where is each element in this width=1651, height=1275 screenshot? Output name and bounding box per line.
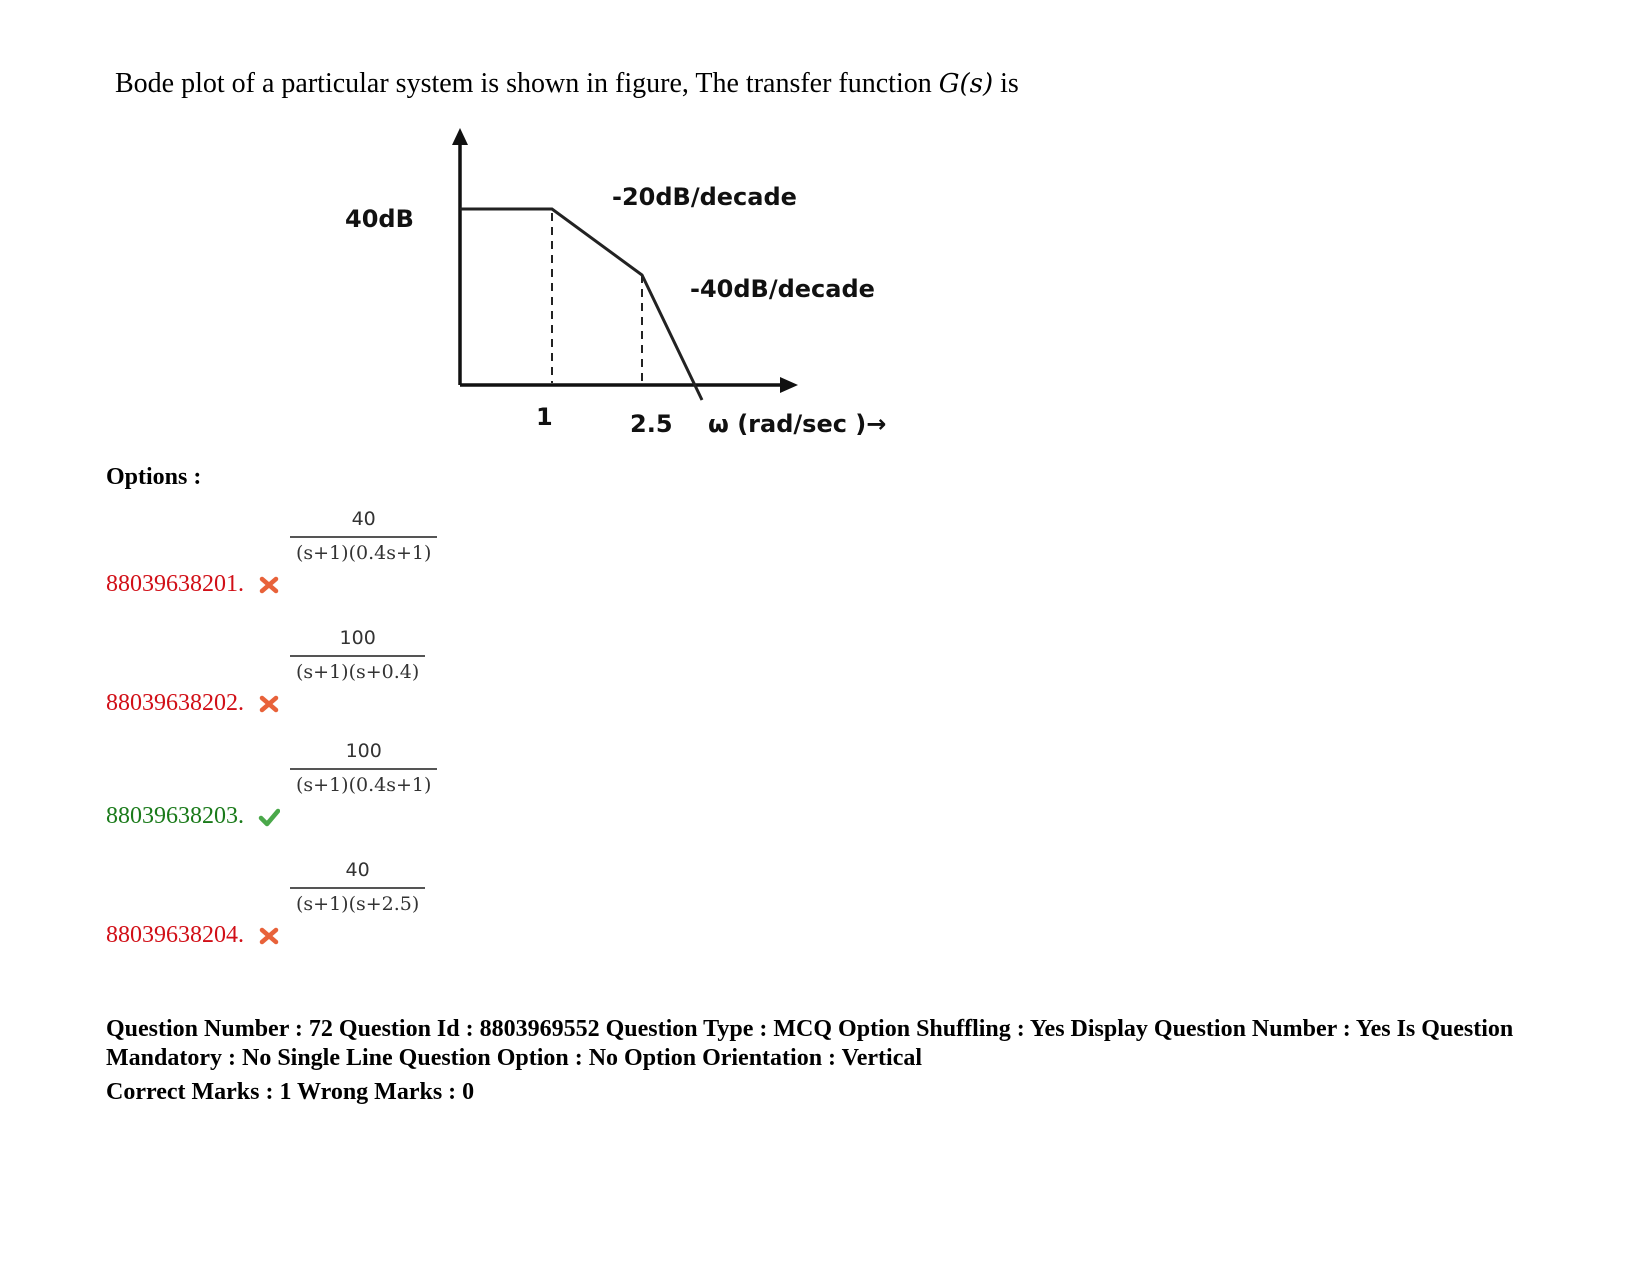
fraction-numerator: 100 [290, 627, 425, 657]
option-row[interactable] [106, 740, 606, 830]
y-axis-arrow-icon [452, 128, 468, 145]
check-icon [258, 806, 280, 828]
transfer-function-symbol: G(s) [938, 69, 994, 99]
fraction-numerator: 40 [290, 508, 437, 538]
question-meta [106, 1015, 1546, 1107]
break2-label: 2.5 [630, 410, 673, 438]
option-id: 88039638202. [106, 690, 244, 716]
cross-icon [258, 574, 280, 596]
option-id: 88039638201. [106, 571, 244, 597]
option-id: 88039638204. [106, 922, 244, 948]
cross-icon [258, 925, 280, 947]
option-id: 88039638203. [106, 803, 244, 829]
question-marks: Correct Marks : 1 Wrong Marks : 0 [106, 1079, 475, 1105]
fraction-denominator: (s+1)(0.4s+1) [296, 542, 432, 564]
fraction-denominator: (s+1)(s+0.4) [296, 661, 420, 683]
option-row[interactable] [106, 508, 606, 598]
bode-plot-figure [330, 125, 910, 455]
question-text [115, 68, 1019, 100]
x-axis-arrow-icon [780, 377, 798, 393]
fraction-denominator: (s+1)(s+2.5) [296, 893, 420, 915]
slope2-label: -40dB/decade [690, 275, 875, 303]
question-suffix: is [993, 68, 1019, 99]
frequency-axis-label: ω (rad/sec )→ [708, 410, 887, 438]
option-row[interactable] [106, 859, 606, 949]
break1-label: 1 [536, 403, 553, 431]
magnitude-asymptote [460, 209, 702, 400]
option-fraction [290, 859, 425, 915]
option-row[interactable] [106, 627, 606, 717]
question-stem: Bode plot of a particular system is shown in figure, The transfer function [115, 68, 939, 99]
cross-icon [258, 693, 280, 715]
option-fraction [290, 508, 437, 564]
fraction-numerator: 40 [290, 859, 425, 889]
options-heading: Options : [106, 464, 202, 490]
level-label: 40dB [345, 205, 414, 233]
question-meta-details: Question Number : 72 Question Id : 8803969552 Question Type : MCQ Option Shuffling : Yes Display Question Number : Yes Is Question Mandatory : No Single Line Question Option : No Option Orientation : Vertical [106, 1016, 1514, 1071]
fraction-numerator: 100 [290, 740, 437, 770]
fraction-denominator: (s+1)(0.4s+1) [296, 774, 432, 796]
option-fraction [290, 627, 425, 683]
option-fraction [290, 740, 437, 796]
slope1-label: -20dB/decade [612, 183, 797, 211]
